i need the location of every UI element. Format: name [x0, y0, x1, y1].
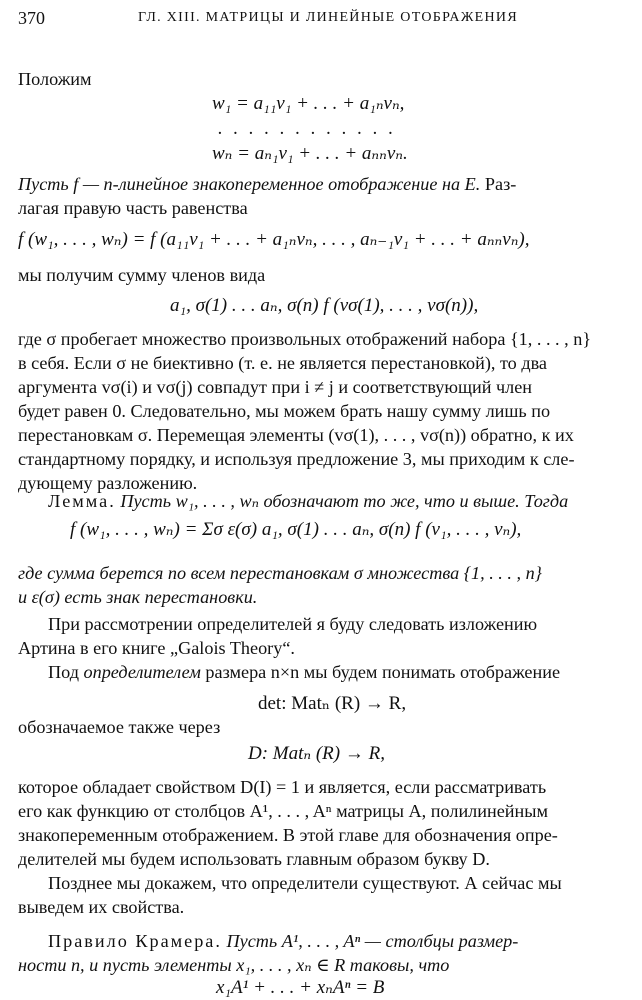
paragraph-line: где σ пробегает множество произвольных отображений набора {1, . . . , n}: [18, 329, 592, 349]
lemma-text: Пусть w₁, . . . , wₙ обозначают то же, что и выше. Тогда: [115, 491, 569, 511]
paragraph-line: стандартному порядку, и используя предложение 3, мы приходим к сле-: [18, 449, 575, 469]
text-run: Под: [48, 662, 84, 682]
paragraph-line: дующему разложению.: [18, 473, 198, 493]
paragraph-line: его как функцию от столбцов A¹, . . . , Aⁿ матрицы A, полилинейным: [18, 801, 548, 821]
equation-D: D: Matₙ (R) → R,: [248, 743, 385, 764]
equation-dots: . . . . . . . . . . . .: [218, 118, 397, 139]
paragraph-line: При рассмотрении определителей я буду следовать изложению: [48, 614, 538, 634]
text-run: размера n×n мы будем понимать отображение: [200, 662, 561, 682]
text-run: Раз-: [480, 174, 517, 194]
equation-term: a₁, σ(1) . . . aₙ, σ(n) f (vσ(1), . . . , vσ(n)),: [170, 295, 479, 316]
paragraph-line: аргумента vσ(i) и vσ(j) совпадут при i ≠ j и соответствующий член: [18, 377, 533, 397]
paragraph-line: перестановкам σ. Перемещая элементы (vσ(1), . . . , vσ(n)) обратно, к их: [18, 425, 574, 445]
paragraph-line: Артина в его книге „Galois Theory“.: [18, 638, 295, 658]
lemma-heading: [48, 490, 568, 512]
equation-det: det: Matₙ (R) → R,: [258, 693, 407, 714]
paragraph-line: и ε(σ) есть знак перестановки.: [18, 587, 258, 607]
cramer-label: Правило Крамера.: [48, 931, 222, 951]
cramer-heading: [48, 930, 518, 952]
term-determinant: определителем: [83, 662, 201, 682]
paragraph-line: ности n, и пусть элементы x₁, . . . , xₙ ∈ R таковы, что: [18, 955, 450, 975]
paragraph-line: обозначаемое также через: [18, 717, 221, 737]
paragraph-line: выведем их свойства.: [18, 897, 185, 917]
equation-cramer: x₁A¹ + . . . + xₙAⁿ = B: [216, 977, 385, 998]
equation-w1: w₁ = a₁₁v₁ + . . . + a₁ₙvₙ,: [212, 93, 405, 114]
paragraph-line: будет равен 0. Следовательно, мы можем брать нашу сумму лишь по: [18, 401, 551, 421]
paragraph-line: лагая правую часть равенства: [18, 198, 248, 218]
equation-lemma: f (w₁, . . . , wₙ) = Σσ ε(σ) a₁, σ(1) . . . aₙ, σ(n) f (v₁, . . . , vₙ),: [70, 519, 522, 540]
paragraph-line: Позднее мы докажем, что определители существуют. А сейчас мы: [48, 873, 562, 893]
lemma-label: Лемма.: [48, 491, 116, 511]
paragraph-line: [18, 173, 516, 195]
paragraph-line: мы получим сумму членов вида: [18, 265, 266, 285]
paragraph-line: делителей мы будем использовать главным образом букву D.: [18, 849, 490, 869]
paragraph-polozhim: Положим: [18, 69, 92, 89]
paragraph-line: которое обладает свойством D(I) = 1 и является, если рассматривать: [18, 777, 547, 797]
running-head: ГЛ. XIII. МАТРИЦЫ И ЛИНЕЙНЫЕ ОТОБРАЖЕНИЯ: [138, 10, 518, 25]
italic-statement: Пусть f — n-линейное знакопеременное отображение на E.: [18, 174, 481, 194]
paragraph-line: в себя. Если σ не биективно (т. е. не является перестановкой), то два: [18, 353, 547, 373]
paragraph-line: где сумма берется по всем перестановкам σ множества {1, . . . , n}: [18, 563, 542, 583]
equation-wn: wₙ = aₙ₁v₁ + . . . + aₙₙvₙ.: [212, 143, 408, 164]
page-header: [18, 8, 624, 30]
page-number: 370: [18, 8, 45, 28]
paragraph-line: знакопеременным отображением. В этой главе для обозначения опре-: [18, 825, 558, 845]
paragraph-line: [48, 661, 560, 683]
equation-f-expansion: f (w₁, . . . , wₙ) = f (a₁₁v₁ + . . . + a₁ₙvₙ, . . . , aₙ₋₁v₁ + . . . + aₙₙvₙ),: [18, 229, 530, 250]
cramer-text: Пусть A¹, . . . , Aⁿ — столбцы размер-: [221, 931, 519, 951]
